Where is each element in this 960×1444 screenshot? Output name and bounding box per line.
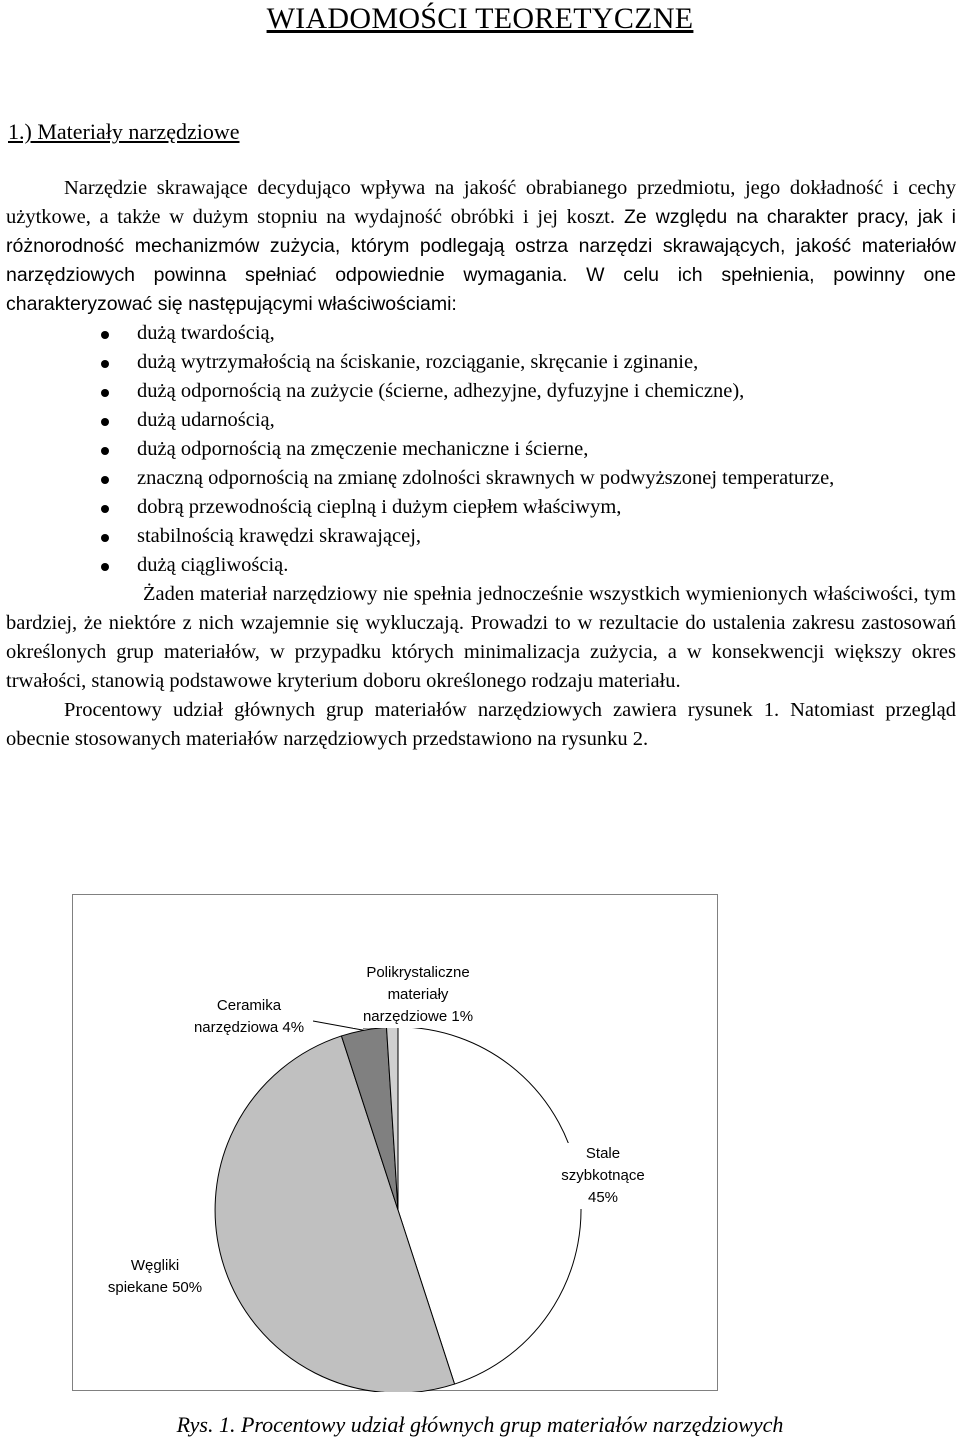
paragraph-1	[6, 174, 956, 319]
paragraph-2: Żaden materiał narzędziowy nie spełnia jednocześnie wszystkich wymienionych właściwości, tym bardziej, że niektóre z nich wzajemnie się wykluczają. Prowadzi to w rezultacie do ustalenia zakresu zastosowań określonych grup materiałów, w przypadku których minimalizacja zużycia, a w konsekwencji większy okres trwałości, stanowią podstawowe kryterium doboru określonego rodzaju materiału.	[6, 583, 956, 692]
list-item: dobrą przewodnością cieplną i dużym ciepłem właściwym,	[6, 493, 956, 522]
pie-label-line: Ceramika	[216, 997, 282, 1014]
figure-caption: Rys. 1. Procentowy udział głównych grup materiałów narzędziowych	[176, 1412, 784, 1437]
pie-label-line: materiały	[387, 986, 449, 1003]
pie-chart-figure	[72, 894, 718, 1391]
pie-slice-label	[95, 1255, 215, 1299]
bullet-icon	[101, 505, 109, 513]
body-text	[6, 174, 956, 754]
pie-label-line: 45%	[587, 1189, 619, 1206]
pie-label-line: spiekane 50%	[107, 1279, 203, 1296]
list-item: dużą twardością,	[6, 319, 956, 348]
bullet-icon	[101, 418, 109, 426]
pie-slice-label	[185, 995, 313, 1039]
page-title: WIADOMOŚCI TEORETYCZNE	[266, 2, 694, 35]
list-item: znaczną odpornością na zmianę zdolności skrawnych w podwyższonej temperaturze,	[6, 464, 956, 493]
bullet-icon	[101, 360, 109, 368]
pie-label-line: Stale	[585, 1145, 621, 1162]
list-item: dużą udarnością,	[6, 406, 956, 435]
bullet-icon	[101, 563, 109, 571]
pie-slice-label	[353, 962, 483, 1028]
bullet-icon	[101, 389, 109, 397]
pie-label-line: narzędziowe 1%	[362, 1008, 474, 1025]
pie-label-line: Polikrystaliczne	[366, 964, 470, 981]
paragraph-1-part-b: Ze względu na charakter pracy, jak i różnorodność mechanizmów zużycia, którym podlegają ostrza narzędzi skrawających, jakość materiałów narzędziowych powinna spełniać odpowiednie wymagania.	[6, 206, 956, 286]
pie-label-line: Węgliki	[130, 1257, 180, 1274]
list-item: dużą wytrzymałością na ściskanie, rozciąganie, skręcanie i zginanie,	[6, 348, 956, 377]
paragraph-1-part-a: Narzędzie skrawające decydująco wpływa na jakość obrabianego przedmiotu, jego dokładność i cechy użytkowe, a także w dużym stopniu na wydajność obróbki i jej koszt.	[6, 177, 956, 228]
paragraph-1-part-c: W celu ich spełnienia, powinny one charakteryzować się następującymi właściwościami:	[6, 264, 956, 315]
properties-list	[6, 319, 956, 580]
bullet-icon	[101, 534, 109, 542]
pie-slice-label	[553, 1143, 653, 1209]
bullet-icon	[101, 331, 109, 339]
bullet-icon	[101, 447, 109, 455]
list-item: dużą ciągliwością.	[6, 551, 956, 580]
pie-label-line: narzędziowa 4%	[193, 1019, 305, 1036]
list-item: dużą odpornością na zmęczenie mechaniczne i ścierne,	[6, 435, 956, 464]
list-item: stabilnością krawędzi skrawającej,	[6, 522, 956, 551]
bullet-icon	[101, 476, 109, 484]
list-item: dużą odpornością na zużycie (ścierne, adhezyjne, dyfuzyjne i chemiczne),	[6, 377, 956, 406]
paragraph-3: Procentowy udział głównych grup materiałów narzędziowych zawiera rysunek 1. Natomiast przegląd obecnie stosowanych materiałów narzędziowych przedstawiono na rysunku 2.	[6, 699, 956, 750]
pie-label-line: szybkotnące	[561, 1167, 645, 1184]
section-title: 1.) Materiały narzędziowe	[8, 119, 240, 144]
